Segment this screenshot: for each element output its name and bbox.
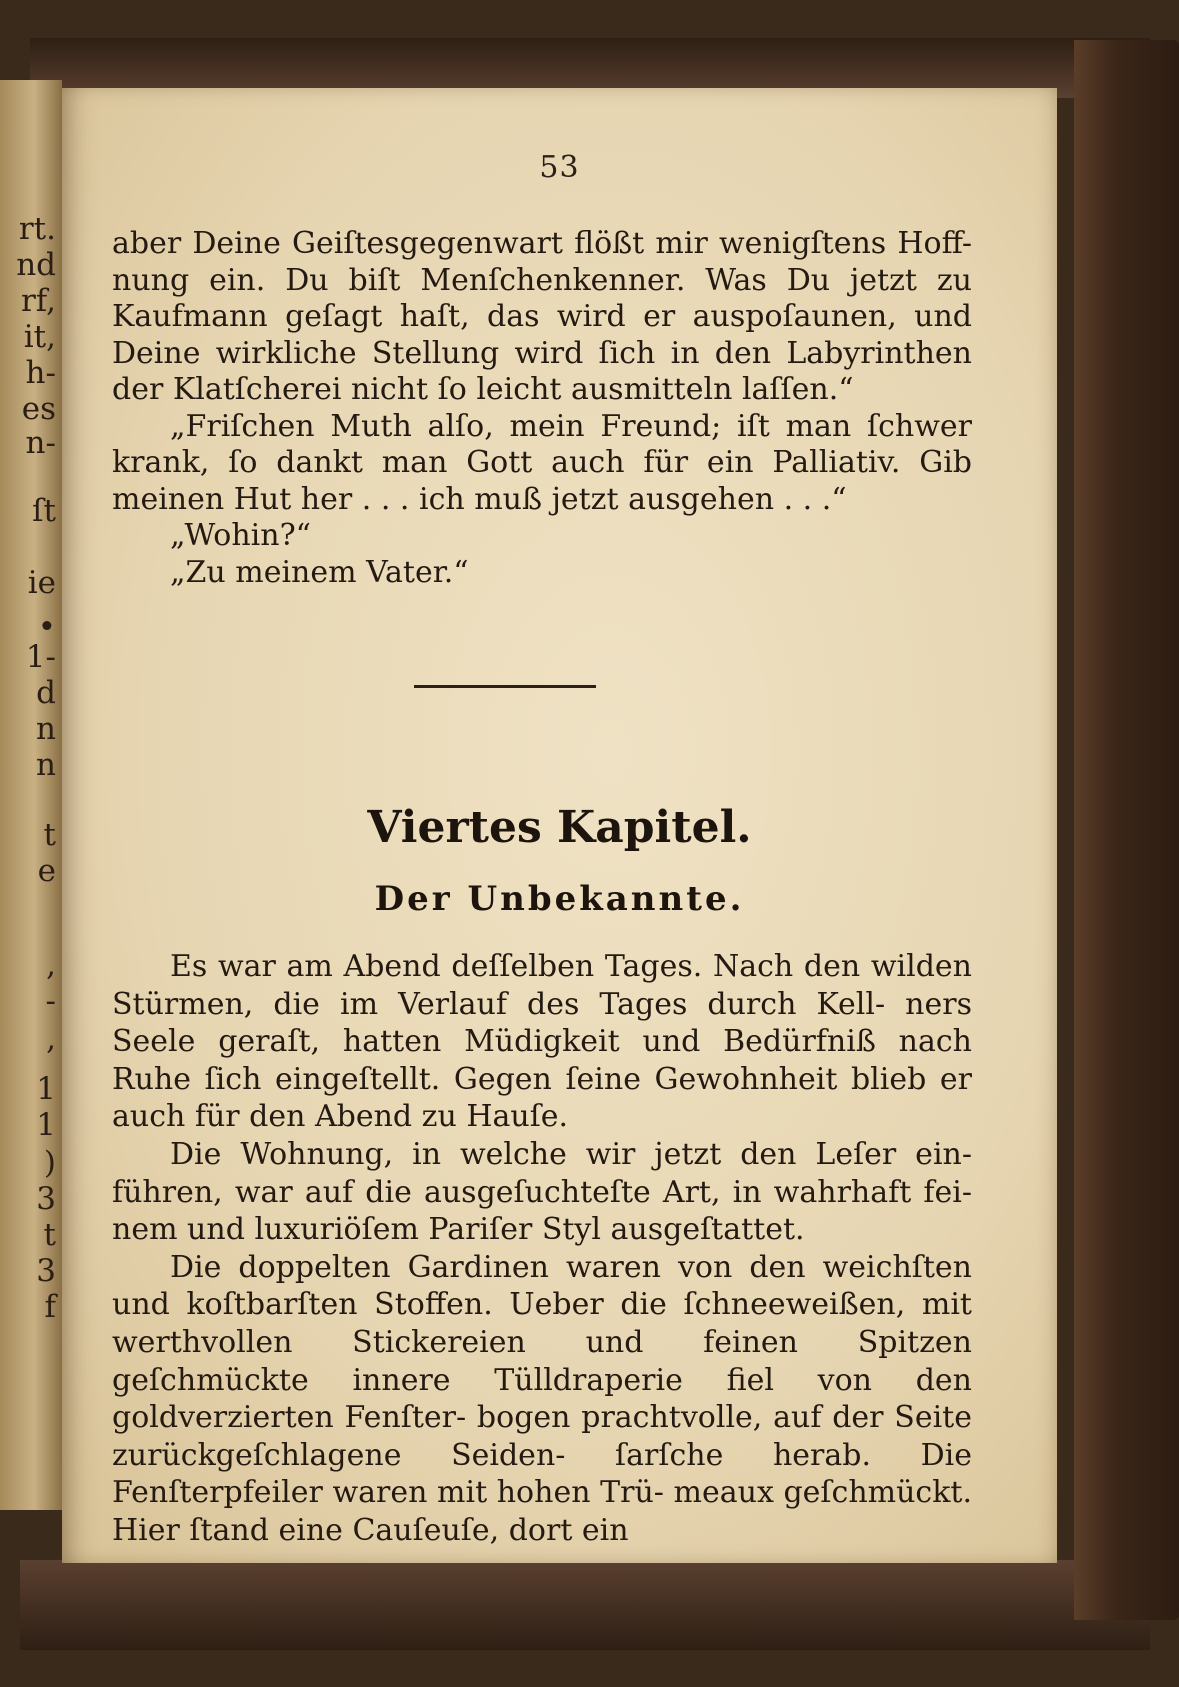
page-number: 53 xyxy=(539,150,580,185)
paragraph: aber Deine Geiſtesgegenwart flößt mir wenigſtens Hoff- nung ein. Du biſt Menſchenkenner. Was Du jetzt zu Kaufmann geſagt haſt, das wird er auspoſaunen, und Deine wirkliche Stellung wird ſich in den Labyrinthen der Klatſcherei nicht ſo leicht ausmitteln laſſen.“ xyxy=(112,226,972,407)
left-page-line: it, xyxy=(23,319,56,355)
left-page-line: e xyxy=(37,853,56,889)
left-page-line: rt. xyxy=(18,211,56,247)
left-page-line: n xyxy=(36,711,56,747)
left-page-line: 1- xyxy=(25,639,56,675)
left-page-line: d xyxy=(36,675,56,711)
left-page-line: 3 xyxy=(36,1181,56,1217)
paragraph: „Wohin?“ xyxy=(170,518,311,553)
book-cover-bottom-edge xyxy=(20,1560,1150,1650)
left-page-line: rf, xyxy=(20,283,56,319)
paragraph: „Zu meinem Vater.“ xyxy=(170,554,469,590)
previous-page-fragment xyxy=(0,80,62,1510)
text-block-top xyxy=(112,226,972,591)
left-page-line: , xyxy=(46,947,56,983)
left-page-line: 1 xyxy=(36,1071,56,1107)
left-page-line: es xyxy=(21,391,56,427)
left-page-line: ſt xyxy=(32,493,56,529)
paragraph: Die Wohnung, in welche wir jetzt den Leſer ein- führen, war auf die ausgeſuchteſte Art, in wahrhaft fei- nem und luxuriöſem Pariſer Styl ausgeſtattet. xyxy=(112,1136,972,1248)
left-page-line: • xyxy=(37,609,56,645)
left-page-line: 1 xyxy=(36,1107,56,1143)
book-cover-right-edge xyxy=(1074,40,1179,1620)
left-page-line: - xyxy=(45,983,56,1019)
left-page-line: h- xyxy=(25,355,56,391)
left-page-line: ) xyxy=(43,1145,56,1181)
left-page-line: t xyxy=(43,1217,56,1253)
left-page-line: nd xyxy=(16,247,56,283)
left-page-line: ie xyxy=(27,565,56,601)
chapter-title: Viertes Kapitel. xyxy=(367,802,752,853)
paragraph: Es war am Abend deſſelben Tages. Nach den wilden Stürmen, die im Verlauf des Tages durch Kell- ners Seele geraſt, hatten Müdigkeit und Bedürfniß nach Ruhe ſich eingeſtellt. Gegen ſeine Gewohnheit blieb er auch für den Abend zu Hauſe. xyxy=(112,949,972,1135)
left-page-line: n xyxy=(36,747,56,783)
left-page-line: 3 xyxy=(36,1253,56,1289)
left-page-line: , xyxy=(46,1021,56,1057)
left-page-line: t xyxy=(43,817,56,853)
chapter-subtitle: Der Unbekannte. xyxy=(374,879,745,919)
left-page-line: n- xyxy=(25,425,56,461)
section-divider xyxy=(414,685,596,688)
book-page xyxy=(62,88,1057,1563)
left-page-line: f xyxy=(44,1289,56,1325)
paragraph: Die doppelten Gardinen waren von den weichſten und koſtbarſten Stoffen. Ueber die ſchneeweißen, mit werthvollen Stickereien und feinen Spitzen geſchmückte innere Tülldraperie fiel von den goldverzierten Fenſter- bogen prachtvolle, auf der Seite zurückgeſchlagene Seiden- ſarſche herab. Die Fenſterpfeiler waren mit hohen Trü- meaux geſchmückt. Hier ſtand eine Cauſeuſe, dort ein xyxy=(112,1249,972,1548)
paragraph: „Friſchen Muth alſo, mein Freund; iſt man ſchwer krank, ſo dankt man Gott auch für ein Palliativ. Gib meinen Hut her . . . ich muß jetzt ausgehen . . .“ xyxy=(112,408,972,517)
text-block-bottom xyxy=(112,948,972,1550)
